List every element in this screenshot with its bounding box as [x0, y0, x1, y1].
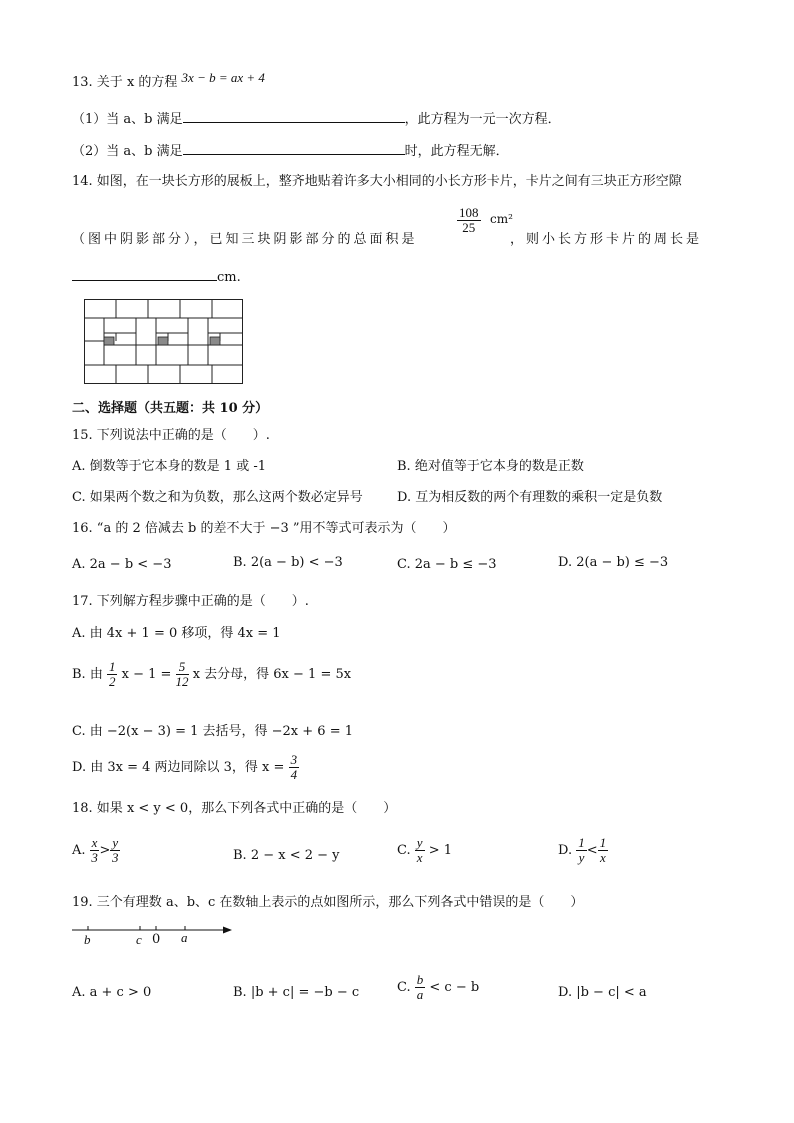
q14-line3: cm. — [72, 268, 241, 286]
q14-line2-post: ，则小长方形卡片的周长是 — [510, 232, 703, 247]
q19-option-b[interactable]: B. |b + c| = −b − c — [233, 985, 360, 1000]
q16-option-b[interactable]: B. 2(a − b) < −3 — [233, 555, 343, 570]
q15-option-c[interactable]: C. 如果两个数之和为负数，那么这两个数必定异号 — [72, 490, 363, 505]
q19-option-a[interactable]: A. a + c > 0 — [72, 985, 152, 1000]
answer-blank[interactable] — [183, 142, 405, 155]
axis-label-c: c — [136, 932, 142, 947]
q15-option-d[interactable]: D. 互为相反数的两个有理数的乘积一定是负数 — [397, 490, 663, 505]
q14-line1: 14. 如图，在一块长方形的展板上，整齐地贴着许多大小相同的小长方形卡片，卡片之间有三块正方形空隙 — [72, 174, 682, 189]
card-board-figure — [84, 299, 244, 385]
area-fraction: $\frac{108}{25}$ — [459, 205, 479, 236]
q19-option-d[interactable]: D. |b − c| < a — [558, 985, 647, 1000]
q14-line2-pre: （图中阴影部分），已知三块阴影部分的总面积是 — [72, 232, 418, 247]
answer-blank[interactable] — [72, 268, 217, 281]
q15-option-b[interactable]: B. 绝对值等于它本身的数是正数 — [397, 459, 584, 474]
q13-part1: （1）当 a、b 满足 ，此方程为一元一次方程． — [72, 112, 561, 127]
q18-option-b[interactable]: B. 2 − x < 2 − y — [233, 848, 340, 863]
q18-option-c[interactable]: C. $\frac{y}{x}$ > 1 — [397, 835, 452, 866]
q17-option-a[interactable]: A. 由 4x + 1 = 0 移项，得 4x = 1 — [72, 626, 281, 641]
answer-blank[interactable] — [183, 110, 405, 123]
axis-label-zero: 0 — [152, 932, 161, 947]
q13-stem: 13. 关于 x 的方程 3x − b = ax + 4 — [72, 70, 265, 90]
q18-stem: 18. 如果 x < y < 0，那么下列各式中正确的是（ ） — [72, 801, 397, 816]
q19-option-c[interactable]: C. $\frac{b}{a}$ < c − b — [397, 972, 480, 1003]
q16-option-c[interactable]: C. 2a − b ≤ −3 — [397, 557, 497, 572]
unit-cm2: cm² — [490, 212, 513, 226]
q17-stem: 17. 下列解方程步骤中正确的是（ ）. — [72, 594, 309, 609]
q16-option-d[interactable]: D. 2(a − b) ≤ −3 — [558, 555, 669, 570]
q17-option-d[interactable]: D. 由 3x = 4 两边同除以 3，得 x = $\frac{3}{4}$ — [72, 752, 298, 783]
q16-option-a[interactable]: A. 2a − b < −3 — [72, 557, 172, 572]
q16-stem: 16. “a 的 2 倍减去 b 的差不大于 −3 ”用不等式可表示为（ ） — [72, 521, 456, 536]
q15-option-a[interactable]: A. 倒数等于它本身的数是 1 或 -1 — [72, 459, 266, 474]
axis-label-b: b — [84, 932, 91, 947]
axis-label-a: a — [181, 930, 188, 945]
q18-option-d[interactable]: D. $\frac{1}{y}$ < $\frac{1}{x}$ — [558, 835, 607, 866]
q13-part2: （2）当 a、b 满足 时，此方程无解． — [72, 144, 509, 159]
q17-option-b[interactable]: B. 由 $\frac{1}{2}$ x − 1 = $\frac{5}{12}$ x 去分母，得 6x − 1 = 5x — [72, 659, 352, 690]
section-title: 二、选择题（共五题：共 10 分） — [72, 401, 269, 416]
q17-option-c[interactable]: C. 由 −2(x − 3) = 1 去括号，得 −2x + 6 = 1 — [72, 724, 353, 739]
q19-stem: 19. 三个有理数 a、b、c 在数轴上表示的点如图所示，那么下列各式中错误的是（ ） — [72, 895, 584, 910]
q18-option-a[interactable]: A. $\frac{x}{3}$ > $\frac{y}{3}$ — [72, 835, 119, 866]
q15-stem: 15. 下列说法中正确的是（ ）. — [72, 428, 270, 443]
